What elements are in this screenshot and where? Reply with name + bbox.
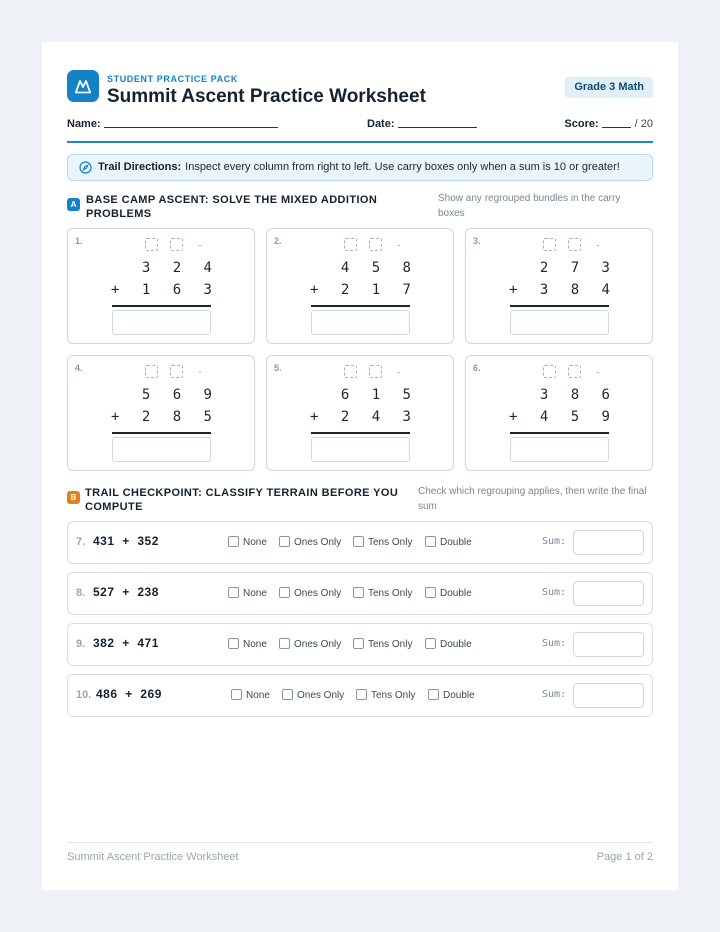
checkbox[interactable]	[353, 587, 364, 598]
option-label: None	[243, 588, 267, 599]
problem-number: 6.	[473, 363, 481, 373]
checkbox[interactable]	[228, 536, 239, 547]
student-fields	[67, 118, 653, 134]
carry-box[interactable]	[369, 238, 382, 251]
carry-box[interactable]	[568, 238, 581, 251]
option-label: Ones Only	[294, 639, 342, 650]
section-a-note: Show any regrouped bundles in the carry boxes	[438, 193, 621, 219]
carry-placeholder	[597, 372, 599, 373]
checkbox[interactable]	[279, 587, 290, 598]
row-number: 8.	[76, 587, 86, 599]
answer-box[interactable]	[510, 437, 609, 462]
option-double[interactable]	[425, 587, 472, 599]
addend-bottom: + 4 5 9	[508, 409, 617, 425]
page-title: Summit Ascent Practice Worksheet	[107, 86, 426, 107]
carry-box[interactable]	[170, 365, 183, 378]
option-none[interactable]	[228, 587, 267, 599]
option-tens-only[interactable]	[353, 638, 412, 650]
option-tens-only[interactable]	[353, 536, 412, 548]
checkbox[interactable]	[353, 638, 364, 649]
carry-box[interactable]	[344, 365, 357, 378]
answer-box[interactable]	[311, 310, 410, 335]
option-label: Tens Only	[371, 690, 416, 701]
sum-bar	[112, 432, 211, 434]
score-line	[602, 127, 631, 128]
score-label: Score:	[564, 118, 599, 130]
answer-box[interactable]	[112, 437, 211, 462]
addition-expression	[93, 534, 159, 548]
option-label: Tens Only	[368, 537, 413, 548]
score-total: / 20	[634, 118, 653, 130]
section-b-header	[67, 486, 653, 516]
sum-input[interactable]	[573, 632, 644, 657]
option-double[interactable]	[428, 689, 475, 701]
section-a-badge: A	[67, 198, 80, 211]
carry-placeholder	[398, 372, 400, 373]
carry-placeholder	[398, 245, 400, 246]
problem-card	[465, 355, 653, 471]
addition-expression	[93, 585, 159, 599]
sum-label: Sum:	[542, 689, 567, 700]
sum-bar	[311, 305, 410, 307]
checkbox[interactable]	[279, 536, 290, 547]
sum-label: Sum:	[542, 587, 567, 598]
checkbox[interactable]	[279, 638, 290, 649]
date-field[interactable]	[367, 118, 477, 130]
addend-top: 5 6 9	[141, 387, 219, 403]
checkbox[interactable]	[425, 536, 436, 547]
addend-bottom: + 1 6 3	[110, 282, 219, 298]
checkbox[interactable]	[228, 638, 239, 649]
problem-card	[266, 355, 454, 471]
directions-banner	[67, 154, 653, 181]
problem-number: 4.	[75, 363, 83, 373]
checkbox[interactable]	[228, 587, 239, 598]
carry-box[interactable]	[145, 365, 158, 378]
option-double[interactable]	[425, 536, 472, 548]
problem-number: 5.	[274, 363, 282, 373]
checkbox[interactable]	[425, 587, 436, 598]
plus-sign: +	[114, 636, 138, 650]
option-ones-only[interactable]	[279, 587, 341, 599]
problem-card	[465, 228, 653, 344]
option-ones-only[interactable]	[282, 689, 344, 701]
checkpoint-row	[67, 521, 653, 564]
carry-placeholder	[199, 245, 201, 246]
option-label: Double	[440, 537, 472, 548]
option-label: Double	[443, 690, 475, 701]
name-line	[104, 127, 278, 128]
carry-box[interactable]	[145, 238, 158, 251]
option-label: Tens Only	[368, 588, 413, 599]
worksheet-page	[42, 42, 678, 890]
answer-box[interactable]	[112, 310, 211, 335]
checkpoint-row	[67, 674, 653, 717]
checkbox[interactable]	[428, 689, 439, 700]
worksheet-header	[67, 70, 653, 110]
checkpoint-row	[67, 623, 653, 666]
answer-box[interactable]	[311, 437, 410, 462]
checkbox[interactable]	[353, 536, 364, 547]
compass-icon	[79, 161, 92, 174]
checkbox[interactable]	[425, 638, 436, 649]
addend-top: 3 8 6	[539, 387, 617, 403]
addend-a: 431	[93, 534, 115, 548]
addend-a: 486	[96, 687, 118, 701]
plus-sign: +	[114, 534, 138, 548]
section-a-title: BASE CAMP ASCENT: SOLVE THE MIXED ADDITION PROBLEMS	[86, 194, 378, 220]
footer-title: Summit Ascent Practice Worksheet	[67, 851, 239, 863]
option-none[interactable]	[231, 689, 270, 701]
plus-sign: +	[117, 687, 141, 701]
date-label: Date:	[367, 118, 395, 130]
problem-card	[266, 228, 454, 344]
carry-placeholder	[597, 245, 599, 246]
row-number: 9.	[76, 638, 86, 650]
option-label: Ones Only	[297, 690, 345, 701]
option-double[interactable]	[425, 638, 472, 650]
carry-box[interactable]	[543, 365, 556, 378]
option-label: None	[243, 537, 267, 548]
section-b-note: Check which regrouping applies, then write the final sum	[418, 486, 647, 512]
option-label: Double	[440, 639, 472, 650]
header-divider	[67, 141, 653, 143]
mountain-icon	[67, 70, 99, 102]
section-b-title: TRAIL CHECKPOINT: CLASSIFY TERRAIN BEFORE YOU COMPUTE	[85, 487, 399, 513]
sum-input[interactable]	[573, 581, 644, 606]
sum-bar	[510, 432, 609, 434]
plus-sign: +	[114, 585, 138, 599]
sum-bar	[510, 305, 609, 307]
page-number: Page 1 of 2	[596, 851, 653, 863]
section-a-header	[67, 193, 653, 223]
score-field[interactable]	[564, 118, 653, 130]
sum-bar	[112, 305, 211, 307]
row-number: 10.	[76, 689, 92, 701]
carry-placeholder	[199, 372, 201, 373]
header-kicker: STUDENT PRACTICE PACK	[107, 74, 238, 84]
problem-number: 1.	[75, 236, 83, 246]
footer-divider	[67, 842, 653, 843]
answer-box[interactable]	[510, 310, 609, 335]
carry-box[interactable]	[344, 238, 357, 251]
option-label: Tens Only	[368, 639, 413, 650]
problem-card	[67, 228, 255, 344]
problem-number: 3.	[473, 236, 481, 246]
addition-expression	[93, 636, 159, 650]
addend-top: 4 5 8	[340, 260, 418, 276]
date-line	[398, 127, 477, 128]
option-ones-only[interactable]	[279, 638, 341, 650]
option-none[interactable]	[228, 536, 267, 548]
sum-bar	[311, 432, 410, 434]
addend-a: 382	[93, 636, 115, 650]
directions-text: Inspect every column from right to left. Use carry boxes only when a sum is 10 or greater!	[185, 161, 620, 173]
directions-label: Trail Directions:	[98, 161, 182, 173]
addend-b: 238	[137, 585, 159, 599]
addend-a: 527	[93, 585, 115, 599]
option-none[interactable]	[228, 638, 267, 650]
problem-card	[67, 355, 255, 471]
option-tens-only[interactable]	[356, 689, 415, 701]
sum-input[interactable]	[573, 683, 644, 708]
option-label: Ones Only	[294, 537, 342, 548]
addend-bottom: + 2 1 7	[309, 282, 418, 298]
checkbox[interactable]	[356, 689, 367, 700]
addend-bottom: + 2 8 5	[110, 409, 219, 425]
sum-label: Sum:	[542, 536, 567, 547]
addend-b: 352	[137, 534, 159, 548]
carry-box[interactable]	[543, 238, 556, 251]
addend-top: 6 1 5	[340, 387, 418, 403]
name-field[interactable]	[67, 118, 278, 130]
carry-box[interactable]	[369, 365, 382, 378]
problem-number: 2.	[274, 236, 282, 246]
checkpoint-row	[67, 572, 653, 615]
checkbox[interactable]	[282, 689, 293, 700]
addend-b: 269	[140, 687, 162, 701]
option-ones-only[interactable]	[279, 536, 341, 548]
carry-box[interactable]	[568, 365, 581, 378]
sum-label: Sum:	[542, 638, 567, 649]
addend-bottom: + 2 4 3	[309, 409, 418, 425]
grade-badge: Grade 3 Math	[565, 77, 653, 98]
addition-expression	[96, 687, 162, 701]
addend-top: 3 2 4	[141, 260, 219, 276]
option-label: None	[243, 639, 267, 650]
row-number: 7.	[76, 536, 86, 548]
section-b-badge: B	[67, 491, 80, 504]
sum-input[interactable]	[573, 530, 644, 555]
option-label: Ones Only	[294, 588, 342, 599]
option-tens-only[interactable]	[353, 587, 412, 599]
option-label: None	[246, 690, 270, 701]
addend-top: 2 7 3	[539, 260, 617, 276]
checkbox[interactable]	[231, 689, 242, 700]
name-label: Name:	[67, 118, 101, 130]
addend-bottom: + 3 8 4	[508, 282, 617, 298]
carry-box[interactable]	[170, 238, 183, 251]
addend-b: 471	[137, 636, 159, 650]
option-label: Double	[440, 588, 472, 599]
